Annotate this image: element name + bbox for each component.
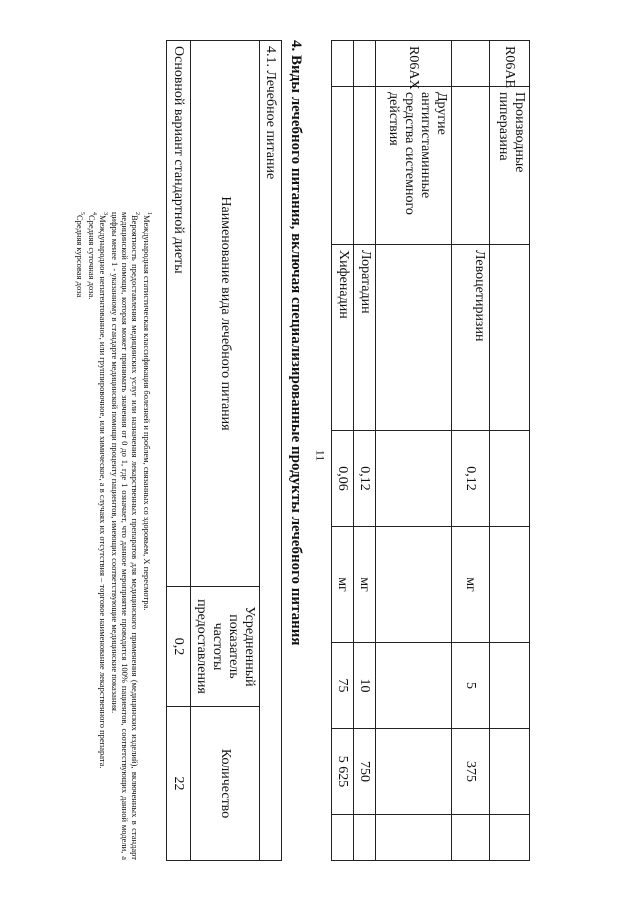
atc-code-cell: R06AX: [376, 41, 452, 87]
page-number: 11: [313, 449, 328, 462]
drug-table: [331, 40, 530, 861]
drug-name-cell: Левоцетиризин: [452, 245, 490, 431]
drug-name-cell: Хифенадин: [332, 245, 354, 431]
table-row: [490, 41, 530, 861]
table-row: [376, 41, 452, 861]
course-dose-cell: 5 625: [332, 729, 354, 815]
footnotes: [75, 212, 154, 860]
drug-name-cell: Лоратадин: [354, 245, 376, 431]
daily-dose-cell: 75: [332, 643, 354, 729]
group-cell: Производные пиперазина: [490, 87, 530, 245]
course-dose-cell: 750: [354, 729, 376, 815]
diet-quantity-cell: 22: [167, 707, 191, 861]
group-cell: Другие антигистаминные средства системного действия: [376, 87, 452, 245]
table-row: [260, 41, 282, 861]
atc-code-cell: R06AE: [490, 41, 530, 87]
daily-dose-cell: 5: [452, 643, 490, 729]
diet-frequency-cell: 0,2: [167, 587, 191, 707]
footnote: $^5$Средняя курсовая доза: [74, 212, 85, 298]
course-dose-cell: 375: [452, 729, 490, 815]
column-header-quantity: Количество: [191, 707, 260, 861]
table-header-row: [191, 41, 260, 861]
frequency-cell: 0,06: [332, 431, 354, 527]
column-header-name: Наименование вида лечебного питания: [191, 41, 260, 587]
unit-cell: мг: [354, 527, 376, 643]
rotated-page-content: [60, 40, 530, 860]
subsection-title: 4.1. Лечебное питание: [260, 41, 282, 861]
frequency-cell: 0,12: [354, 431, 376, 527]
frequency-cell: 0,12: [452, 431, 490, 527]
footnote: $^2$Вероятность предоставления медицинских услуг или назначения лекарственных препаратов для медицинского применения (медицинских изделий), включенных в стандарт медицинской помощи, которая может принимать значения от 0 до 1, где 1 означает, что данное мероприятие проводится 100% пациентов, соответствующих данной модели, а цифры менее 1 - указанному в стандарте медицинской помощи проценту пациентов, имеющих соответствующие медицинские показания.: [110, 212, 141, 860]
table-row: [332, 41, 354, 861]
unit-cell: мг: [452, 527, 490, 643]
diet-name-cell: Основной вариант стандартной диеты: [167, 41, 191, 587]
section-title: 4. Виды лечебного питания, включая специализированные продукты лечебного питания: [288, 40, 304, 646]
column-header-frequency: Усредненный показатель частоты предоставления: [191, 587, 260, 707]
footnote: $^3$Международное непатентованное, или группировочное, или химическое, а в случаях их отсутствия – торговое наименование лекарственного препарата.: [98, 212, 109, 769]
table-row: [452, 41, 490, 861]
diet-table: [166, 40, 282, 861]
footnote: $^1$Международная статистическая классификация болезней и проблем, связанных со здоровьем, X пересмотра.: [142, 212, 153, 611]
table-row: [354, 41, 376, 861]
table-row: [167, 41, 191, 861]
footnote: $^4$Средняя суточная доза.: [86, 212, 97, 300]
unit-cell: мг: [332, 527, 354, 643]
daily-dose-cell: 10: [354, 643, 376, 729]
